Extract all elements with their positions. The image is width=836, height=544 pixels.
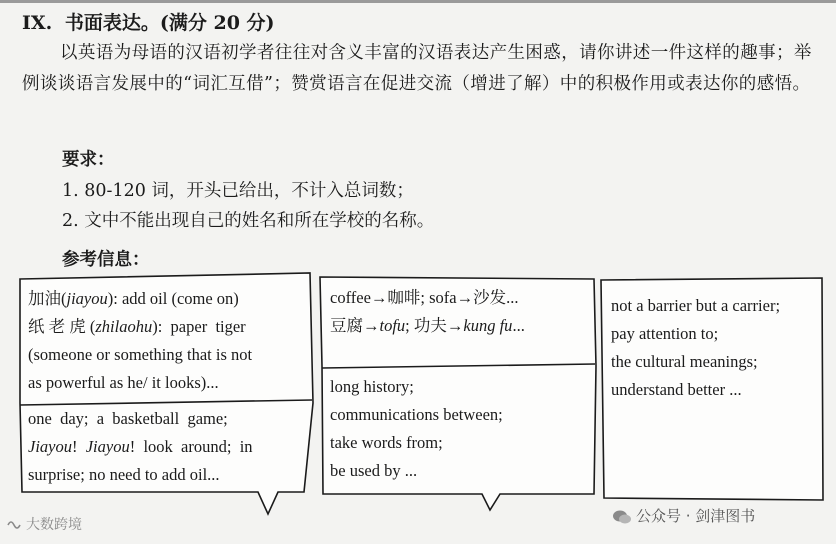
reference-label: 参考信息： <box>62 250 150 270</box>
brand-logo-icon <box>6 518 22 532</box>
watermark-left-text: 大数跨境 <box>26 517 82 533</box>
requirements-label: 要求： <box>62 150 115 170</box>
box4-line3: take words from; <box>330 433 443 452</box>
box5-line3: the cultural meanings; <box>611 352 758 371</box>
requirement-item-1: 1. 80-120 词，开头已给出，不计入总词数； <box>62 181 414 201</box>
box1-line3: (someone or something that is not <box>28 345 253 364</box>
watermark-right-text: 公众号 · 剑津图书 <box>636 507 756 525</box>
section-title: 书面表达。 <box>64 12 160 34</box>
section-score: (满分 20 分) <box>159 12 275 34</box>
bubble-middle-top-text <box>330 284 580 340</box>
box3-line1: coffee→咖啡; sofa→沙发... <box>330 288 519 307</box>
box1-line2: 纸 老 虎 (zhilaohu): paper tiger <box>28 317 246 336</box>
box1-line4: as powerful as he/ it looks)... <box>28 373 219 392</box>
box3-line2: 豆腐→tofu; 功夫→kung fu... <box>330 316 525 335</box>
wechat-icon <box>612 508 632 526</box>
box1-line1: 加油(jiayou): add oil (come on) <box>28 289 239 308</box>
box4-line2: communications between; <box>330 405 503 424</box>
section-number: IX. <box>22 12 53 34</box>
box2-line3: surprise; no need to add oil... <box>28 465 220 484</box>
box4-line4: be used by ... <box>330 461 418 480</box>
bubble-left-bottom-text <box>28 405 304 489</box>
box5-line4: understand better ... <box>611 380 742 399</box>
watermark-right <box>612 505 755 526</box>
box5-line1: not a barrier but a carrier; <box>611 296 781 315</box>
task-prompt: 以英语为母语的汉语初学者往往对含义丰富的汉语表达产生困惑，请你讲述一件这样的趣事；举例谈谈语言发展中的“词汇互借”；赞赏语言在促进交流（增进了解）中的积极作用或表达你的感悟。 <box>22 43 812 94</box>
bubble-right-text <box>611 292 823 404</box>
bubble-middle-bottom-text <box>330 373 580 485</box>
box4-line1: long history; <box>330 377 414 396</box>
box2-line1: one day; a basketball game; <box>28 409 228 428</box>
box2-line2: Jiayou! Jiayou! look around; in <box>28 437 253 456</box>
bubble-left-top-text <box>28 285 304 397</box>
watermark-left <box>6 514 82 534</box>
box5-line2: pay attention to; <box>611 324 719 343</box>
requirement-item-2: 2. 文中不能出现自己的姓名和所在学校的名称。 <box>62 211 435 231</box>
